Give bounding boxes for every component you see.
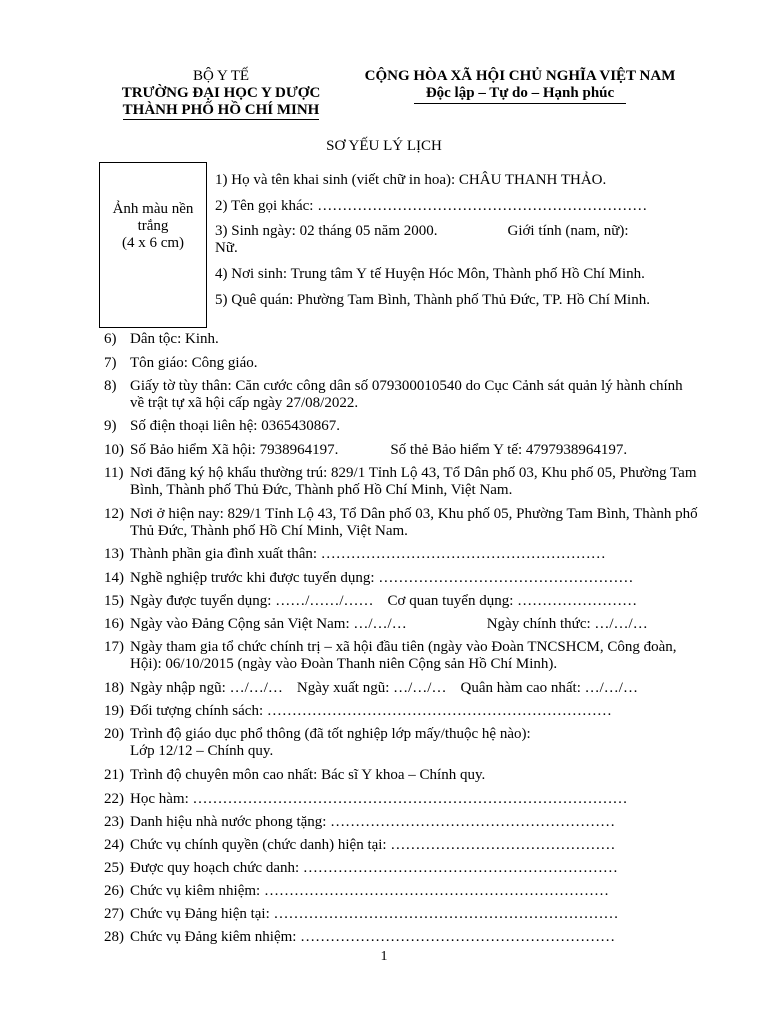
field-birth-gender [215,223,699,240]
item-text-part: Ngày được tuyển dụng: ……/……/…… [130,593,374,609]
item-number: 27) [104,906,124,922]
item-number: 21) [104,767,124,783]
item-text-part: Quân hàm cao nhất: …/…/… [460,680,638,696]
item-text-part: Cơ quan tuyển dụng: …………………… [387,593,638,609]
item-text: Số điện thoại liên hệ: 0365430867. [130,418,340,434]
item-text-part: Ngày vào Đảng Cộng sản Việt Nam: …/…/… [130,616,407,632]
national-motto: Độc lập – Tự do – Hạnh phúc [414,85,626,104]
field-hometown: 5) Quê quán: Phường Tam Bình, Thành phố Thủ Đức, TP. Hồ Chí Minh. [215,292,650,308]
issuer-header [104,68,338,120]
item-number: 28) [104,929,124,945]
item-text-part: Số thẻ Bảo hiểm Y tế: 4797938964197. [390,442,628,458]
nation-name: CỘNG HÒA XÃ HỘI CHỦ NGHĨA VIỆT NAM [364,68,676,84]
item-text: Học hàm: …………………………………………………………………………… [130,791,628,807]
item-number: 17) [104,639,124,655]
item-number: 25) [104,860,124,876]
photo-placeholder [99,162,207,328]
photo-label-line1: Ảnh màu nền trắng [112,201,194,234]
item-text: Chức vụ chính quyền (chức danh) hiện tại: ……………………………………… [130,837,616,853]
field-full-name: 1) Họ và tên khai sinh (viết chữ in hoa): CHÂU THANH THẢO. [215,172,607,188]
item-text: Được quy hoạch chức danh: ……………………………………………………… [130,860,618,876]
item-text: Dân tộc: Kinh. [130,331,219,347]
ministry-name: BỘ Y TẾ [192,68,250,84]
item-text-part: Ngày nhập ngũ: …/…/… [130,680,283,696]
item-number: 14) [104,570,124,586]
item-text [130,593,700,610]
item-text: Chức vụ Đảng kiêm nhiệm: ……………………………………………………… [130,929,616,945]
item-text-part: Ngày xuất ngũ: …/…/… [296,680,447,696]
item-text: Chức vụ kiêm nhiệm: …………………………………………………………… [130,883,609,899]
school-name-line1: TRƯỜNG ĐẠI HỌC Y DƯỢC [121,85,321,101]
item-number: 7) [104,355,117,371]
page-number: 1 [380,949,388,964]
item-number: 13) [104,546,124,562]
document-title: SƠ YẾU LÝ LỊCH [326,138,442,154]
item-text-part: Số Bảo hiểm Xã hội: 7938964197. [130,442,339,458]
item-text-part: Lớp 12/12 – Chính quy. [130,743,274,759]
item-number: 19) [104,703,124,719]
field-other-name: 2) Tên gọi khác: ………………………………………………………… [215,198,648,214]
item-text: Thành phần gia đình xuất thân: ………………………………………………… [130,546,606,562]
item-text: Nghề nghiệp trước khi được tuyển dụng: …………………………………………… [130,570,634,586]
item-text-part: Trình độ giáo dục phổ thông (đã tốt nghiệp lớp mấy/thuộc hệ nào): [130,726,531,742]
item-number: 8) [104,378,117,394]
item-number: 6) [104,331,117,347]
item-number: 26) [104,883,124,899]
item-text: Trình độ chuyên môn cao nhất: Bác sĩ Y khoa – Chính quy. [130,767,486,783]
item-text: Nơi ở hiện nay: 829/1 Tỉnh Lộ 43, Tổ Dân phố 03, Khu phố 05, Phường Tam Bình, Thành phố Thủ Đức, Thành phố Hồ Chí Minh, Việt Nam. [130,506,698,539]
item-text: Đối tượng chính sách: …………………………………………………………… [130,703,612,719]
item-text-part: Ngày chính thức: …/…/… [486,616,648,632]
item-text [130,726,700,760]
item-number: 11) [104,465,124,481]
item-text: Ngày tham gia tổ chức chính trị – xã hội đầu tiên (ngày vào Đoàn TNCSHCM, Công đoàn, Hội): 06/10/2015 (ngày vào Đoàn Thanh niên Cộng sản Hồ Chí Minh). [130,639,677,672]
item-number: 23) [104,814,124,830]
field-gender-value: Nữ. [215,240,238,256]
item-number: 12) [104,506,124,522]
field-birth-date: 3) Sinh ngày: 02 tháng 05 năm 2000. [215,223,438,239]
item-number: 16) [104,616,124,632]
item-number: 20) [104,726,124,742]
item-text [130,680,700,697]
photo-placeholder-label [100,201,206,252]
item-text: Danh hiệu nhà nước phong tặng: ………………………………………………… [130,814,616,830]
item-number: 18) [104,680,124,696]
item-number: 24) [104,837,124,853]
item-number: 15) [104,593,124,609]
item-text: Tôn giáo: Công giáo. [130,355,258,371]
item-number: 9) [104,418,117,434]
photo-label-line2: (4 x 6 cm) [121,235,185,251]
item-text: Nơi đăng ký hộ khẩu thường trú: 829/1 Tỉnh Lộ 43, Tổ Dân phố 03, Khu phố 05, Phường Tam Bình, Thành phố Thủ Đức, Thành phố Hồ Chí Minh, Việt Nam. [130,465,697,498]
field-birthplace: 4) Nơi sinh: Trung tâm Y tế Huyện Hóc Môn, Thành phố Hồ Chí Minh. [215,266,645,282]
item-text [130,442,700,459]
item-text: Giấy tờ tùy thân: Căn cước công dân số 079300010540 do Cục Cảnh sát quản lý hành chính về trật tự xã hội cấp ngày 27/08/2022. [130,378,683,411]
item-text: Chức vụ Đảng hiện tại: …………………………………………………………… [130,906,619,922]
field-gender-label: Giới tính (nam, nữ): [507,223,629,239]
school-name-line2: THÀNH PHỐ HỒ CHÍ MINH [122,102,320,118]
item-number: 10) [104,442,124,458]
national-header [335,68,705,104]
item-text [130,616,700,633]
item-number: 22) [104,791,124,807]
